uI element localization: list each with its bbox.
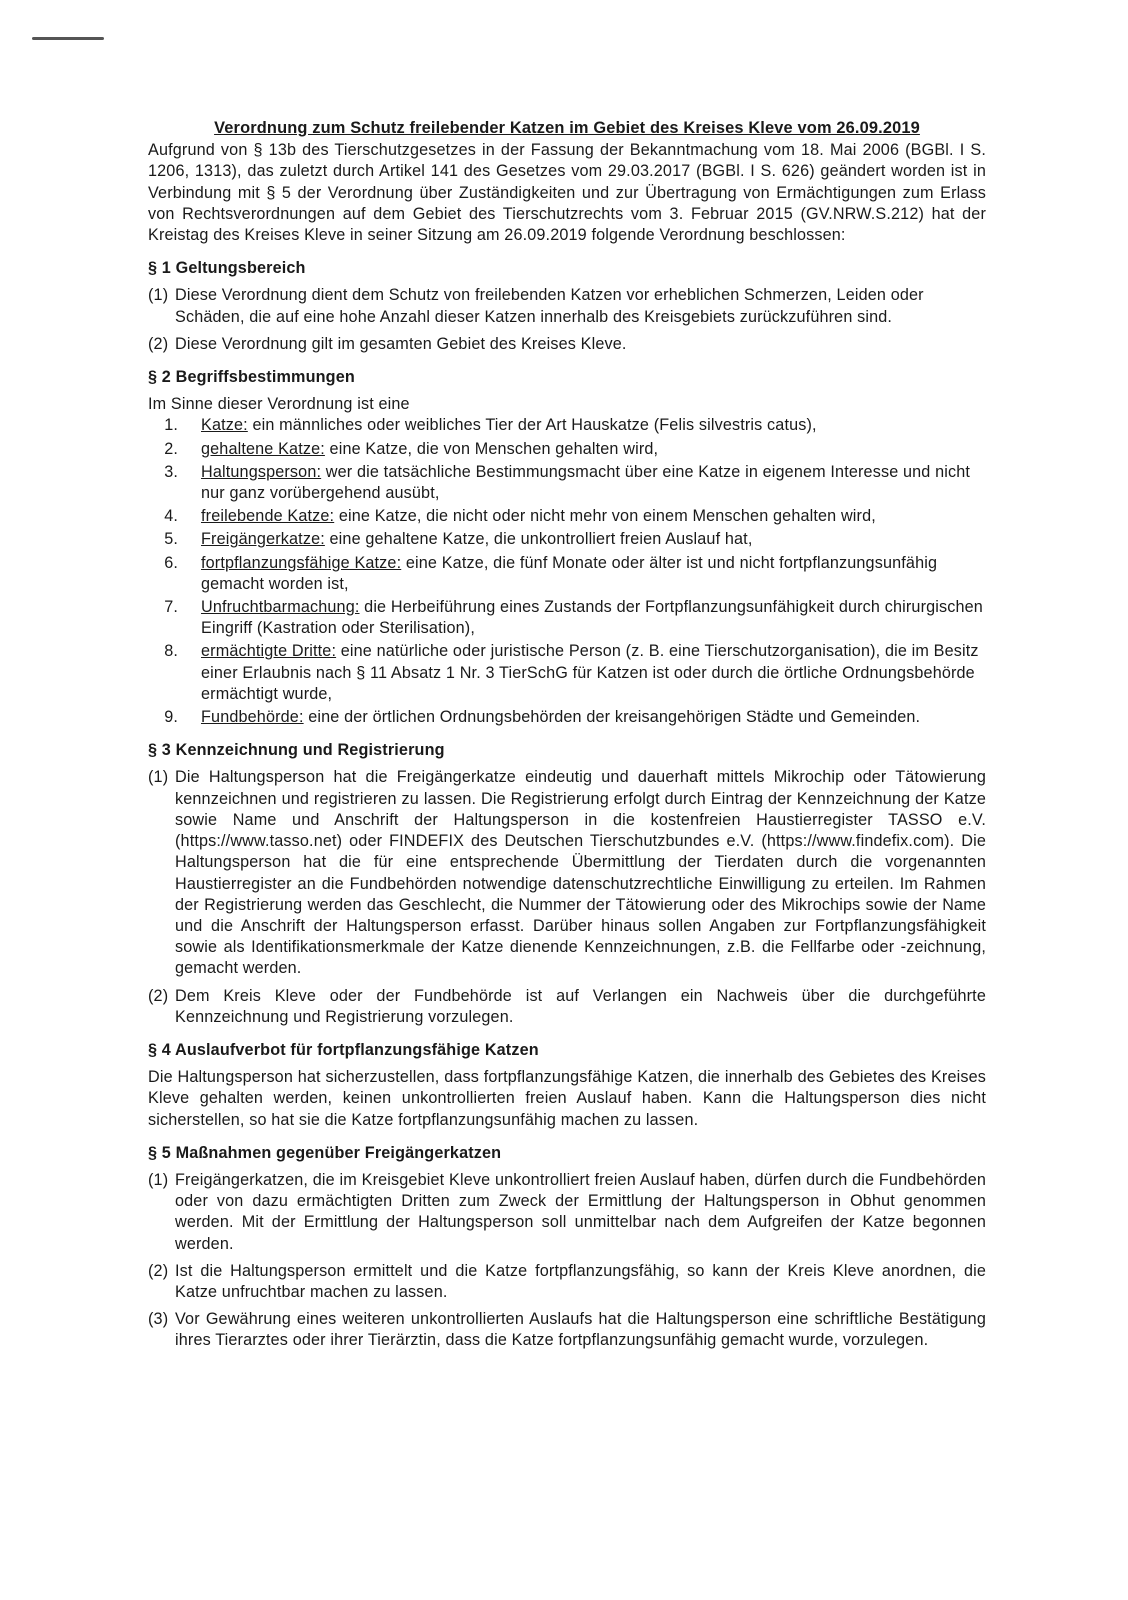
item-number: 1. [164, 416, 178, 435]
definition: eine Katze, die nicht oder nicht mehr von einem Menschen gehalten wird, [334, 507, 876, 526]
paragraph [148, 1309, 986, 1351]
definition: eine gehaltene Katze, die unkontrolliert freien Auslauf hat, [324, 530, 753, 549]
term: fortpflanzungsfähige Katze: [201, 553, 402, 572]
paragraph-number: (2) [148, 986, 169, 1005]
section-2-heading: § 2 Begriffsbestimmungen [148, 368, 355, 387]
paragraph [148, 1170, 986, 1255]
paragraph [148, 334, 986, 355]
term: freilebende Katze: [201, 507, 335, 526]
paragraph-text: Freigängerkatzen, die im Kreisgebiet Kleve unkontrolliert freien Auslauf haben, dürfen durch die Fundbehörden oder von dazu ermächtigten Dritten zum Zweck der Ermittlung der Haltungsperson in Obhut genommen werden. Mit der Ermittlung der Haltungsperson soll unmittelbar nach dem Aufgreifen der Katze begonnen werden. [175, 1170, 986, 1253]
section-2-intro: Im Sinne dieser Verordnung ist eine [148, 395, 410, 414]
section-4-text: Die Haltungsperson hat sicherzustellen, dass fortpflanzungsfähige Katzen, die innerhalb des Gebietes des Kreises Kleve gehalten werden, keinen unkontrollierten freien Auslauf haben. Kann die Haltungsperson dies nicht sicherstellen, so hat sie die Katze fortpflanzungsunfähig machen zu lassen. [148, 1068, 986, 1129]
definition: die Herbeiführung eines Zustands der Fortpflanzungsunfähigkeit durch chirurgischen Eingriff (Kastration oder Sterilisation), [201, 598, 983, 638]
section-3-heading: § 3 Kennzeichnung und Registrierung [148, 741, 445, 760]
paragraph-number: (3) [148, 1310, 169, 1329]
term: Fundbehörde: [201, 708, 304, 727]
item-number: 3. [164, 462, 178, 481]
list-item [148, 506, 986, 527]
definition: eine natürliche oder juristische Person (z. B. eine Tierschutzorganisation), die im Besitz einer Erlaubnis nach § 11 Absatz 1 Nr. 3 TierSchG für Katzen ist oder durch die örtliche Ordnungsbehörde ermächtigt wurde, [201, 642, 979, 703]
term: Haltungsperson: [201, 462, 322, 481]
paragraph-text: Diese Verordnung dient dem Schutz von freilebenden Katzen vor erheblichen Schmerzen, Leiden oder Schäden, die auf eine hohe Anzahl dieser Katzen innerhalb des Kreisgebiets zurückzuführen sind. [175, 286, 924, 326]
item-number: 7. [164, 598, 178, 617]
paragraph-number: (1) [148, 768, 169, 787]
term: ermächtigte Dritte: [201, 642, 337, 661]
item-number: 4. [164, 507, 178, 526]
paragraph-number: (2) [148, 334, 169, 353]
list-item [148, 707, 986, 728]
document-title: Verordnung zum Schutz freilebender Katzen im Gebiet des Kreises Kleve vom 26.09.2019 [214, 119, 920, 137]
paragraph-text: Vor Gewährung eines weiteren unkontrollierten Auslaufs hat die Haltungsperson eine schriftliche Bestätigung ihres Tierarztes oder ihrer Tierärztin, dass die Katze fortpflanzungsunfähig gemacht wurde, vorzulegen. [175, 1310, 986, 1350]
paragraph [148, 1261, 986, 1303]
item-number: 8. [164, 642, 178, 661]
item-number: 9. [164, 708, 178, 727]
paragraph-text: Die Haltungsperson hat die Freigängerkatze eindeutig und dauerhaft mittels Mikrochip oder Tätowierung kennzeichnen und registrieren zu lassen. Die Registrierung erfolgt durch Eintrag der Kennzeichnung der Katze sowie Name und Anschrift der Haltungsperson in die kostenfreien Haustierregister TASSO e.V. (https://www.tasso.net) oder FINDEFIX des Deutschen Tierschutzbundes e.V. (https://www.findefix.com). Die Haltungsperson hat die für eine entsprechende Übermittlung der Tierdaten durch die vorgenannten Haustierregister an die Fundbehörden notwendige datenschutzrechtliche Einwilligung zu erteilen. Im Rahmen der Registrierung werden das Geschlecht, die Nummer der Tätowierung oder des Mikrochips sowie der Name und die Anschrift der Haltungsperson erfasst. Darüber hinaus sollen Angaben zur Fortpflanzungsfähigkeit sowie als Identifikationsmerkmale der Katze dienende Kennzeichnungen, z.B. die Fellfarbe oder -zeichnung, gemacht werden. [175, 768, 986, 978]
term: Unfruchtbarmachung: [201, 598, 360, 617]
definitions-list [148, 415, 986, 728]
list-item [148, 597, 986, 639]
list-item [148, 415, 986, 436]
term: Katze: [201, 416, 248, 435]
preamble: Aufgrund von § 13b des Tierschutzgesetzes in der Fassung der Bekanntmachung vom 18. Mai 2006 (BGBl. I S. 1206, 1313), das zuletzt durch Artikel 141 des Gesetzes vom 29.03.2017 (BGBl. I S. 626) geändert worden ist in Verbindung mit § 5 der Verordnung über Zuständigkeiten und zur Übertragung von Ermächtigungen zum Erlass von Rechtsverordnungen auf dem Gebiet des Tierschutzrechts vom 3. Februar 2015 (GV.NRW.S.212) hat der Kreistag des Kreises Kleve in seiner Sitzung am 26.09.2019 folgende Verordnung beschlossen: [148, 141, 986, 245]
paragraph-number: (1) [148, 1170, 169, 1189]
list-item [148, 439, 986, 460]
list-item [148, 462, 986, 504]
definition: eine Katze, die von Menschen gehalten wird, [324, 439, 659, 458]
list-item [148, 553, 986, 595]
definition: ein männliches oder weibliches Tier der Art Hauskatze (Felis silvestris catus), [247, 416, 817, 435]
section-4-heading: § 4 Auslaufverbot für fortpflanzungsfähige Katzen [148, 1040, 539, 1059]
paragraph-number: (2) [148, 1261, 169, 1280]
item-number: 6. [164, 553, 178, 572]
paragraph-number: (1) [148, 286, 169, 305]
section-5-heading: § 5 Maßnahmen gegenüber Freigängerkatzen [148, 1143, 502, 1162]
item-number: 2. [164, 439, 178, 458]
definition: eine Katze, die fünf Monate oder älter ist und nicht fortpflanzungsunfähig gemacht worden ist, [201, 553, 938, 593]
section-1-heading: § 1 Geltungsbereich [148, 259, 306, 278]
paragraph-text: Diese Verordnung gilt im gesamten Gebiet des Kreises Kleve. [175, 334, 627, 353]
term: Freigängerkatze: [201, 530, 325, 549]
item-number: 5. [164, 530, 178, 549]
paragraph [148, 986, 986, 1028]
paragraph-text: Ist die Haltungsperson ermittelt und die Katze fortpflanzungsfähig, so kann der Kreis Kleve anordnen, die Katze unfruchtbar machen zu lassen. [175, 1261, 986, 1301]
scan-artifact [32, 37, 104, 40]
paragraph [148, 767, 986, 979]
term: gehaltene Katze: [201, 439, 325, 458]
list-item [148, 529, 986, 550]
definition: eine der örtlichen Ordnungsbehörden der kreisangehörigen Städte und Gemeinden. [303, 708, 921, 727]
paragraph [148, 285, 986, 327]
definition: wer die tatsächliche Bestimmungsmacht über eine Katze in eigenem Interesse und nicht nur ganz vorübergehend ausübt, [201, 462, 971, 503]
list-item [148, 641, 986, 705]
document-page [148, 118, 986, 1358]
paragraph-text: Dem Kreis Kleve oder der Fundbehörde ist auf Verlangen ein Nachweis über die durchgeführte Kennzeichnung und Registrierung vorzulegen. [175, 986, 986, 1026]
